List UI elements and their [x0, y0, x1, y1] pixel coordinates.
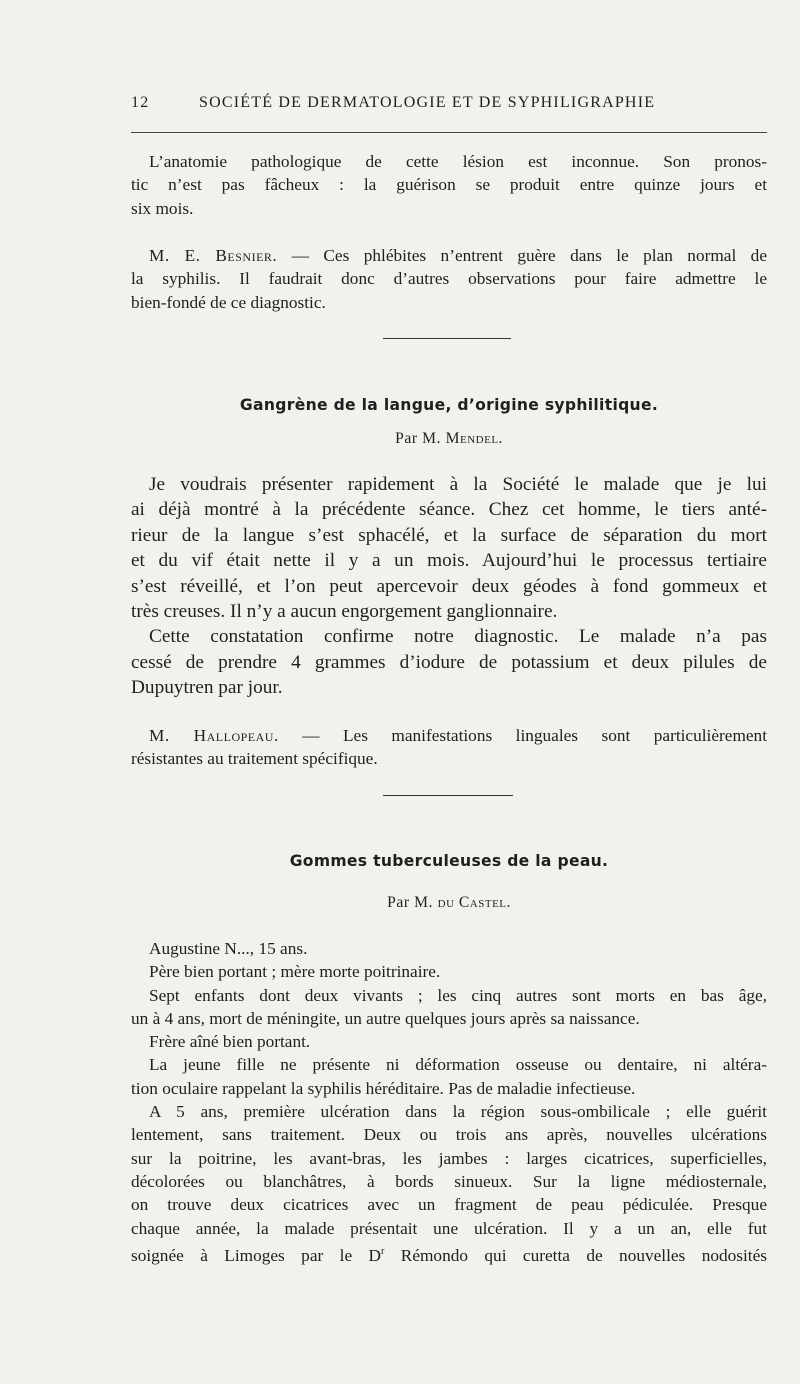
text-line: Augustine N..., 15 ans.: [149, 939, 308, 958]
text-line: décolorées ou blanchâtres, à bords sinueux. Sur la ligne médiosternale,: [131, 1171, 767, 1191]
speaker-name: M. E. Besnier.: [149, 246, 278, 265]
text-line: L’anatomie pathologique de cette lésion est inconnue. Son pronos-: [149, 152, 767, 171]
text-fragment: — Ces phlébites n’entrent guère dans le plan normal de: [277, 246, 767, 265]
text-line: Je voudrais présenter rapidement à la Société le malade que je lui: [149, 474, 767, 495]
section-separator: [383, 338, 511, 339]
text-line: tion oculaire rappelant la syphilis héréditaire. Pas de maladie infectieuse.: [131, 1078, 636, 1098]
text-fragment: — Les manifestations linguales sont particulièrement: [278, 726, 767, 745]
text-line: un à 4 ans, mort de méningite, un autre quelques jours après sa naissance.: [131, 1008, 640, 1028]
intro-paragraph: [131, 150, 767, 220]
header-rule: [131, 132, 767, 133]
text-line: chaque année, la malade présentait une ulcération. Il y a un an, elle fut: [131, 1218, 767, 1238]
text-line: [131, 724, 767, 747]
text-line: la syphilis. Il faudrait donc d’autres observations pour faire admettre le: [131, 269, 767, 289]
text-line: Frère aîné bien portant.: [149, 1032, 311, 1052]
text-line: ai déjà montré à la précédente séance. Chez cet homme, le tiers anté-: [131, 499, 767, 521]
text-line: cessé de prendre 4 grammes d’iodure de potassium et deux pilules de: [131, 651, 767, 673]
article-byline: [131, 894, 767, 912]
text-line: bien-fondé de ce diagnostic.: [131, 292, 326, 312]
byline-prefix: Par M.: [387, 894, 438, 911]
text-line: tic n’est pas fâcheux : la guérison se produit entre quinze jours et: [131, 175, 767, 195]
author-name: Mendel.: [445, 430, 503, 447]
text-line: très creuses. Il n’y a aucun engorgement ganglionnaire.: [131, 601, 558, 623]
article-title: Gommes tuberculeuses de la peau.: [289, 852, 609, 870]
text-line: Dupuytren par jour.: [131, 677, 283, 699]
text-line: on trouve deux cicatrices avec un fragment de peau pédiculée. Presque: [131, 1195, 767, 1215]
text-fragment: Rémondo qui curetta de nouvelles nodosités: [384, 1245, 767, 1265]
text-line: [131, 1240, 767, 1267]
text-line: Sept enfants dont deux vivants ; les cinq autres sont morts en bas âge,: [149, 985, 767, 1005]
text-line: lentement, sans traitement. Deux ou trois ans après, nouvelles ulcérations: [131, 1125, 767, 1145]
superscript: r: [381, 1245, 385, 1257]
section-separator: [383, 795, 513, 796]
article-byline: [131, 430, 767, 448]
author-name: du Castel.: [437, 894, 511, 911]
page-number: 12: [131, 94, 150, 111]
text-line: s’est réveillé, et l’on peut apercevoir deux géodes à fond gommeux et: [131, 575, 767, 597]
text-line: A 5 ans, première ulcération dans la région sous-ombilicale ; elle guérit: [149, 1102, 767, 1122]
text-line: Père bien portant ; mère morte poitrinaire.: [149, 962, 441, 982]
text-line: sur la poitrine, les avant-bras, les jambes : larges cicatrices, superficielles,: [131, 1148, 767, 1168]
text-line: rieur de la langue s’est sphacélé, et la surface de séparation du mort: [131, 524, 767, 546]
besnier-remark: [131, 244, 767, 314]
journal-title: SOCIÉTÉ DE DERMATOLOGIE ET DE SYPHILIGRAPHIE: [199, 94, 656, 111]
case-report: [131, 937, 767, 1267]
byline-prefix: Par M.: [395, 430, 446, 447]
text-line: [131, 244, 767, 267]
text-line: et du vif était nette il y a un mois. Aujourd’hui le processus tertiaire: [131, 550, 767, 572]
speaker-name: M. Hallopeau.: [149, 726, 279, 745]
text-line: Cette constatation confirme notre diagnostic. Le malade n’a pas: [149, 626, 767, 648]
text-line: La jeune fille ne présente ni déformation osseuse ou dentaire, ni altéra-: [149, 1055, 767, 1075]
article-title: Gangrène de la langue, d’origine syphilitique.: [239, 396, 659, 414]
text-line: résistantes au traitement spécifique.: [131, 749, 378, 769]
text-fragment: soignée à Limoges par le D: [131, 1245, 382, 1265]
text-line: six mois.: [131, 198, 194, 218]
hallopeau-remark: [131, 724, 767, 771]
article-paragraph: [131, 472, 767, 701]
